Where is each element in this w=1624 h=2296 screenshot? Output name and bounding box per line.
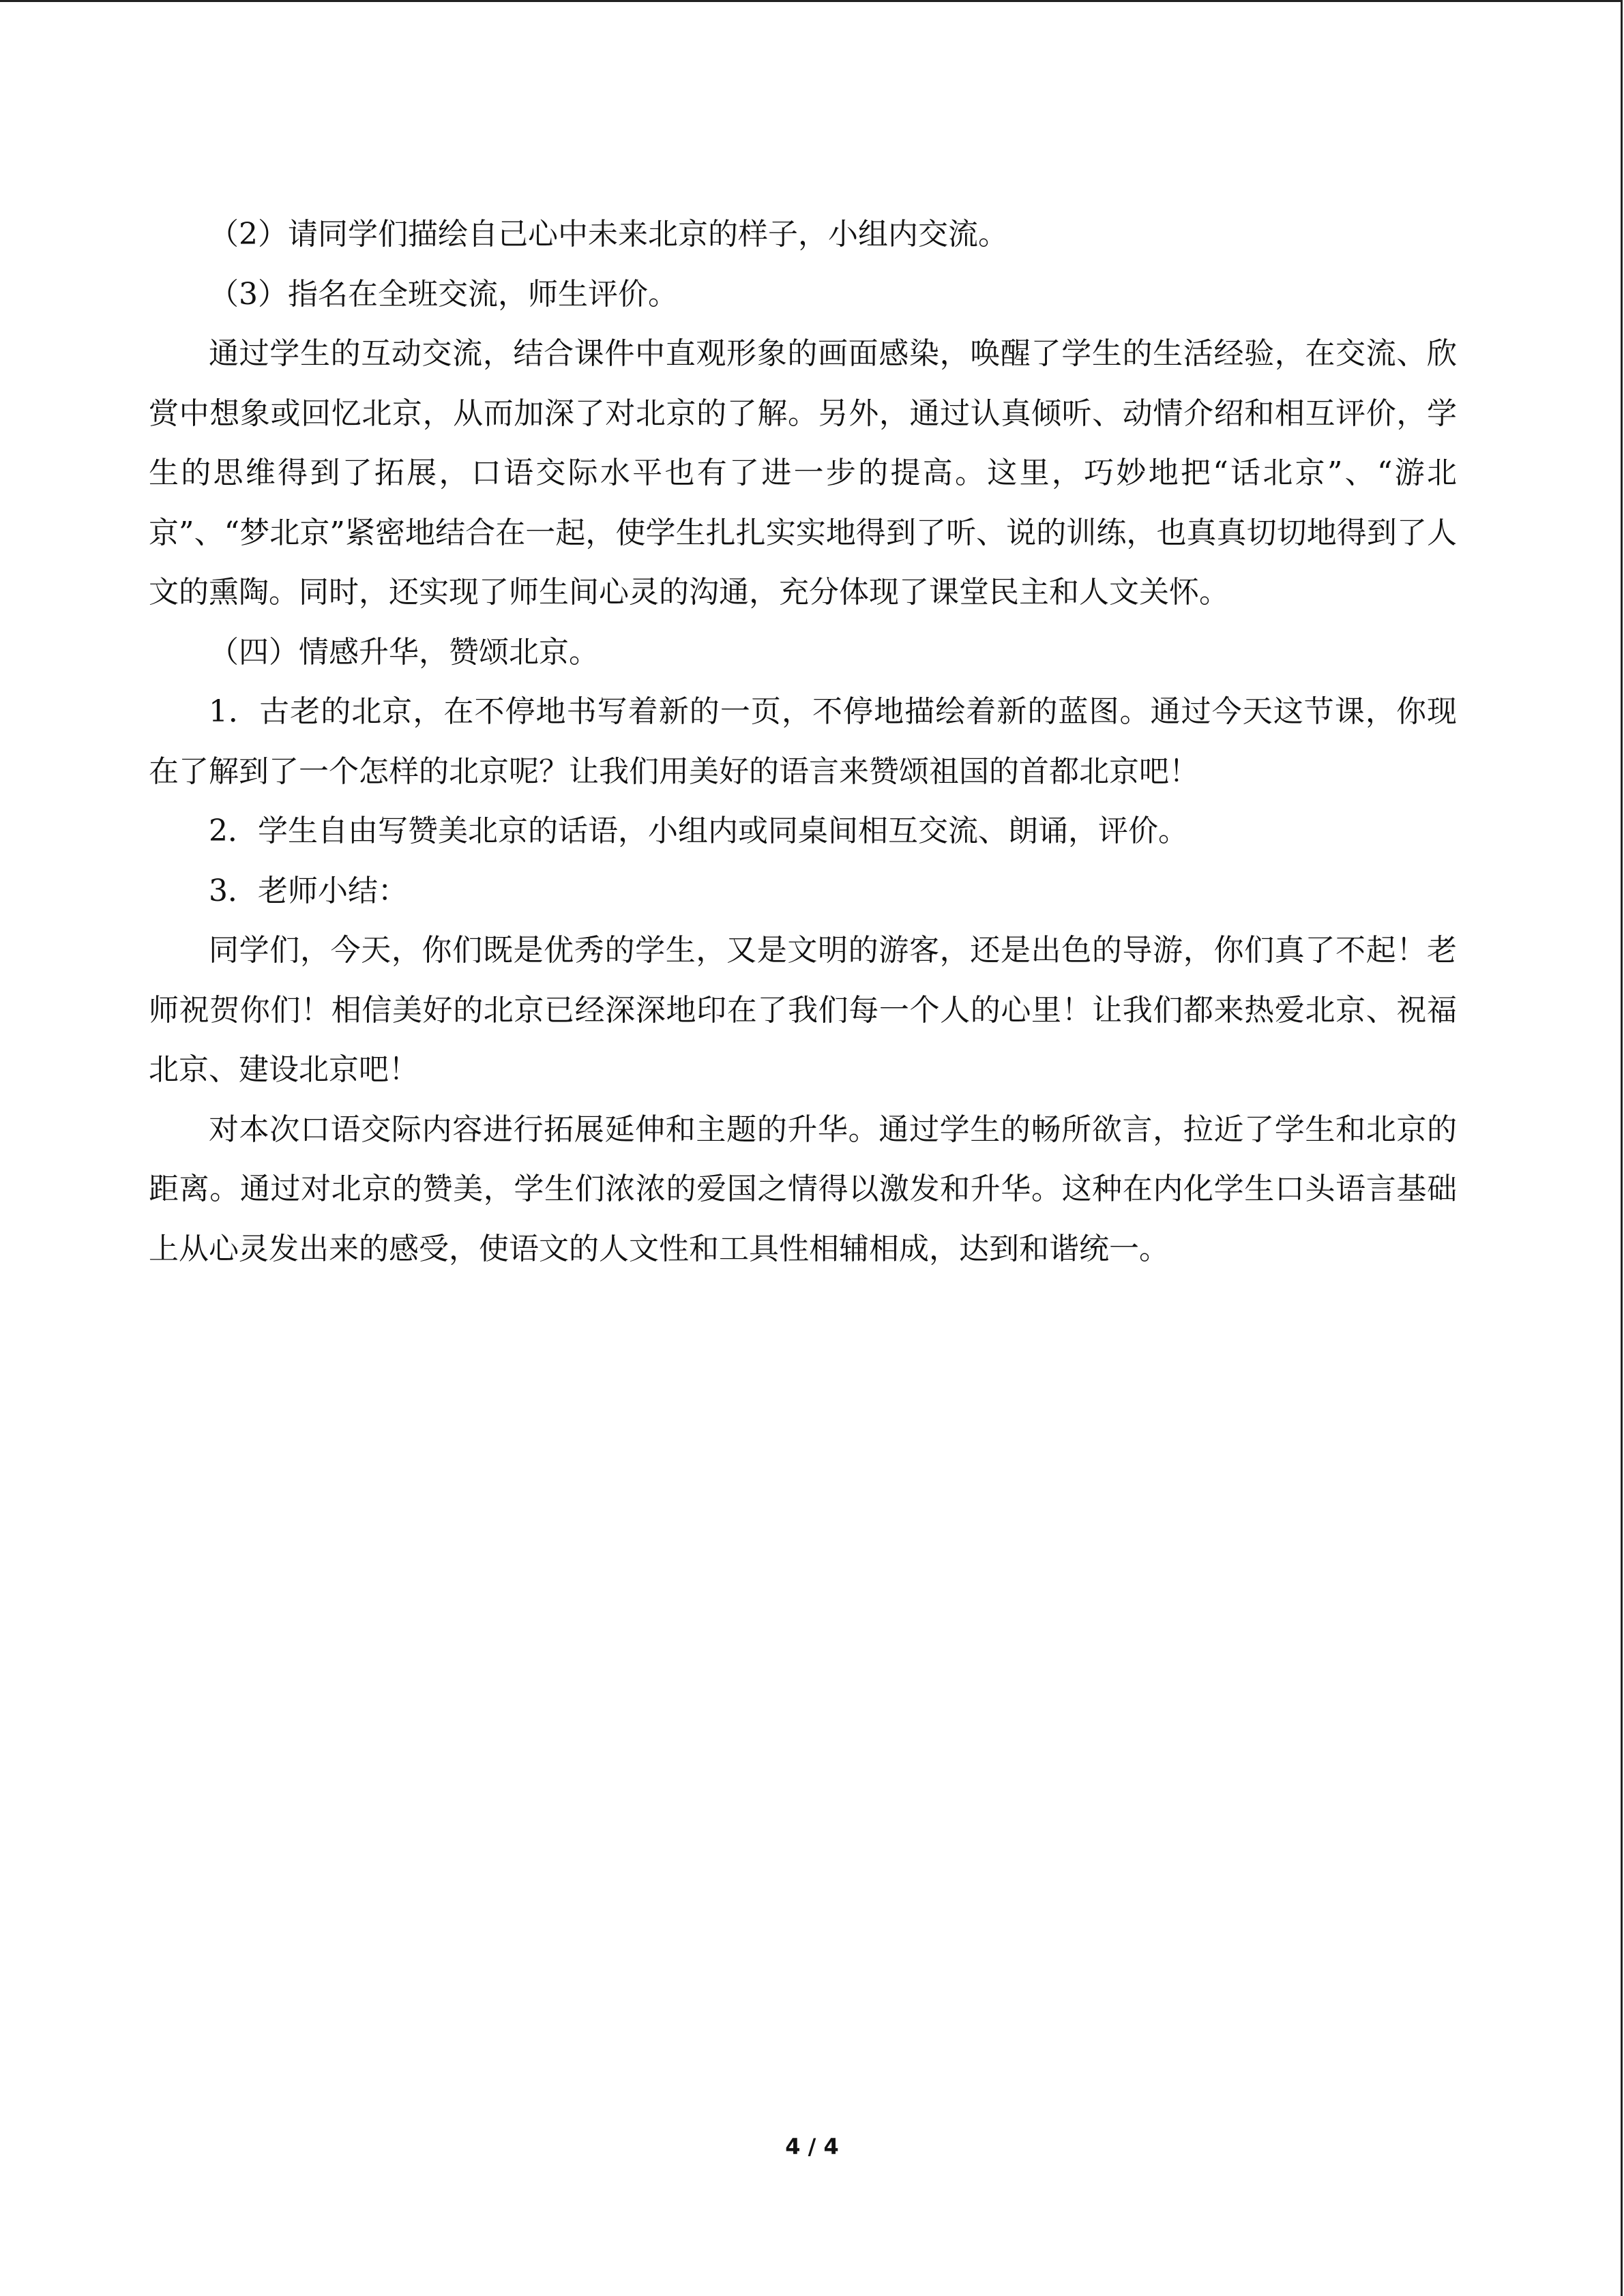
paragraph-step-2: 2．学生自由写赞美北京的话语，小组内或同桌间相互交流、朗诵，评价。 bbox=[209, 814, 1188, 848]
paragraph-teacher-summary: 同学们，今天，你们既是优秀的学生，又是文明的游客，还是出色的导游，你们真了不起！老师祝贺你们！相信美好的北京已经深深地印在了我们每一个人的心里！让我们都来热爱北京、祝福北京、建设北京吧！ bbox=[149, 933, 1457, 1087]
page-number: 4 / 4 bbox=[785, 2134, 839, 2160]
paragraph-commentary-2: 对本次口语交际内容进行拓展延伸和主题的升华。通过学生的畅所欲言，拉近了学生和北京的距离。通过对北京的赞美，学生们浓浓的爱国之情得以激发和升华。这种在内化学生口头语言基础上从心灵发出来的感受，使语文的人文性和工具性相辅相成，达到和谐统一。 bbox=[149, 1112, 1457, 1266]
paragraph-task-3: （3）指名在全班交流，师生评价。 bbox=[209, 276, 678, 312]
document-body bbox=[149, 205, 1457, 1279]
section-heading-four: （四）情感升华，赞颂北京。 bbox=[209, 634, 599, 670]
paragraph-task-2: （2）请同学们描绘自己心中未来北京的样子，小组内交流。 bbox=[209, 217, 1008, 252]
paragraph-commentary-1: 通过学生的互动交流，结合课件中直观形象的画面感染，唤醒了学生的生活经验，在交流、欣赏中想象或回忆北京，从而加深了对北京的了解。另外，通过认真倾听、动情介绍和相互评价，学生的思维得到了拓展，口语交际水平也有了进一步的提高。这里，巧妙地把“话北京”、“游北京”、“梦北京”紧密地结合在一起，使学生扎扎实实地得到了听、说的训练，也真真切切地得到了人文的熏陶。同时，还实现了师生间心灵的沟通，充分体现了课堂民主和人文关怀。 bbox=[149, 336, 1457, 610]
paragraph-step-3: 3．老师小结： bbox=[209, 873, 408, 908]
paragraph-step-1: 1．古老的北京，在不停地书写着新的一页，不停地描绘着新的蓝图。通过今天这节课，你现在了解到了一个怎样的北京呢？让我们用美好的语言来赞颂祖国的首都北京吧！ bbox=[149, 694, 1457, 789]
